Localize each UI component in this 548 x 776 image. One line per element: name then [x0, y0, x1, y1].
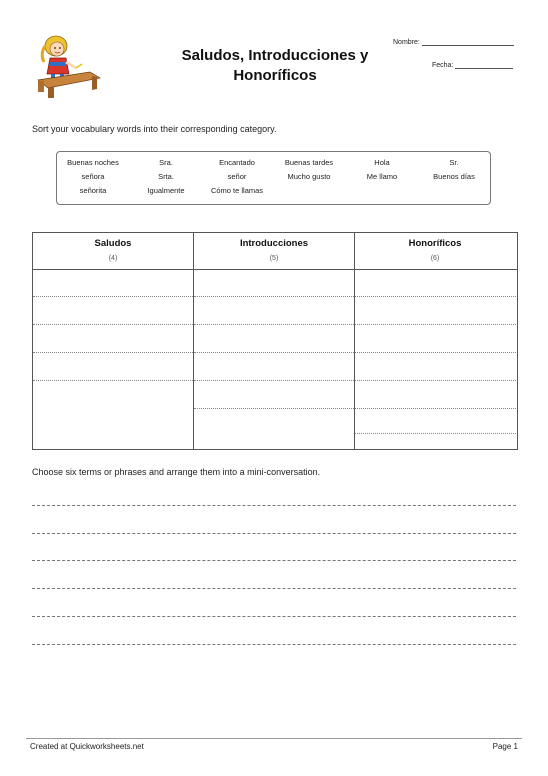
page-title: Saludos, Introducciones y Honoríficos: [181, 47, 369, 84]
fecha-field[interactable]: [432, 62, 513, 69]
nombre-field[interactable]: [393, 39, 514, 46]
nombre-line: [422, 39, 514, 46]
sort-instructions: Sort your vocabulary words into their corresponding category.: [32, 124, 277, 134]
writing-line[interactable]: [32, 616, 516, 617]
word-bank-item: Buenos días: [433, 172, 475, 181]
mascot-illustration: [36, 32, 106, 102]
category-table: [32, 232, 518, 450]
column-title-saludos: Saludos: [94, 238, 132, 249]
answer-line-honorificos[interactable]: [355, 352, 516, 353]
column-count-introducciones: (5): [269, 255, 279, 262]
word-bank-item: Igualmente: [147, 186, 185, 195]
answer-line-introducciones[interactable]: [194, 296, 354, 297]
column-divider: [193, 233, 194, 449]
answer-line-saludos[interactable]: [33, 324, 193, 325]
writing-line[interactable]: [32, 560, 516, 561]
answer-line-honorificos[interactable]: [355, 408, 516, 409]
fecha-line: [455, 62, 513, 69]
word-bank-item: Cómo te llamas: [210, 186, 264, 195]
answer-line-introducciones[interactable]: [194, 408, 354, 409]
answer-line-introducciones[interactable]: [194, 324, 354, 325]
fecha-label: Fecha:: [432, 62, 454, 69]
writing-line[interactable]: [32, 533, 516, 534]
word-bank-item: Buenas noches: [67, 158, 119, 167]
footer-credit: Created at Quickworksheets.net: [30, 742, 144, 751]
answer-line-saludos[interactable]: [33, 296, 193, 297]
word-bank-item: Mucho gusto: [287, 172, 331, 181]
answer-line-saludos[interactable]: [33, 380, 193, 381]
column-title-honorificos: Honoríficos: [408, 238, 462, 249]
word-bank-item: señor: [227, 172, 247, 181]
word-bank-item: Sr.: [449, 158, 459, 167]
footer-rule: [26, 738, 522, 739]
word-bank-item: Hola: [374, 158, 390, 167]
column-count-saludos: (4): [108, 255, 118, 262]
writing-line[interactable]: [32, 588, 516, 589]
page-number: Page 1: [492, 742, 518, 751]
word-bank: [56, 151, 491, 205]
word-bank-item: Sra.: [159, 158, 173, 167]
answer-line-honorificos[interactable]: [355, 296, 516, 297]
column-count-honorificos: (6): [430, 255, 440, 262]
word-bank-item: Buenas tardes: [284, 158, 334, 167]
word-bank-item: Srta.: [158, 172, 174, 181]
answer-line-saludos[interactable]: [33, 352, 193, 353]
answer-line-introducciones[interactable]: [194, 380, 354, 381]
compose-instructions: Choose six terms or phrases and arrange them into a mini-conversation.: [32, 467, 321, 477]
answer-line-honorificos[interactable]: [355, 324, 516, 325]
word-bank-item: Me llamo: [366, 172, 398, 181]
writing-line[interactable]: [32, 505, 516, 506]
writing-line[interactable]: [32, 644, 516, 645]
word-bank-item: señorita: [79, 186, 107, 195]
word-bank-item: Encantado: [219, 158, 255, 167]
answer-line-introducciones[interactable]: [194, 352, 354, 353]
column-title-introducciones: Introducciones: [239, 238, 309, 249]
nombre-label: Nombre:: [393, 39, 420, 46]
column-divider: [354, 233, 355, 449]
header-divider: [33, 269, 517, 270]
answer-line-honorificos[interactable]: [355, 380, 516, 381]
word-bank-item: señora: [81, 172, 105, 181]
answer-line-honorificos[interactable]: [355, 433, 516, 434]
